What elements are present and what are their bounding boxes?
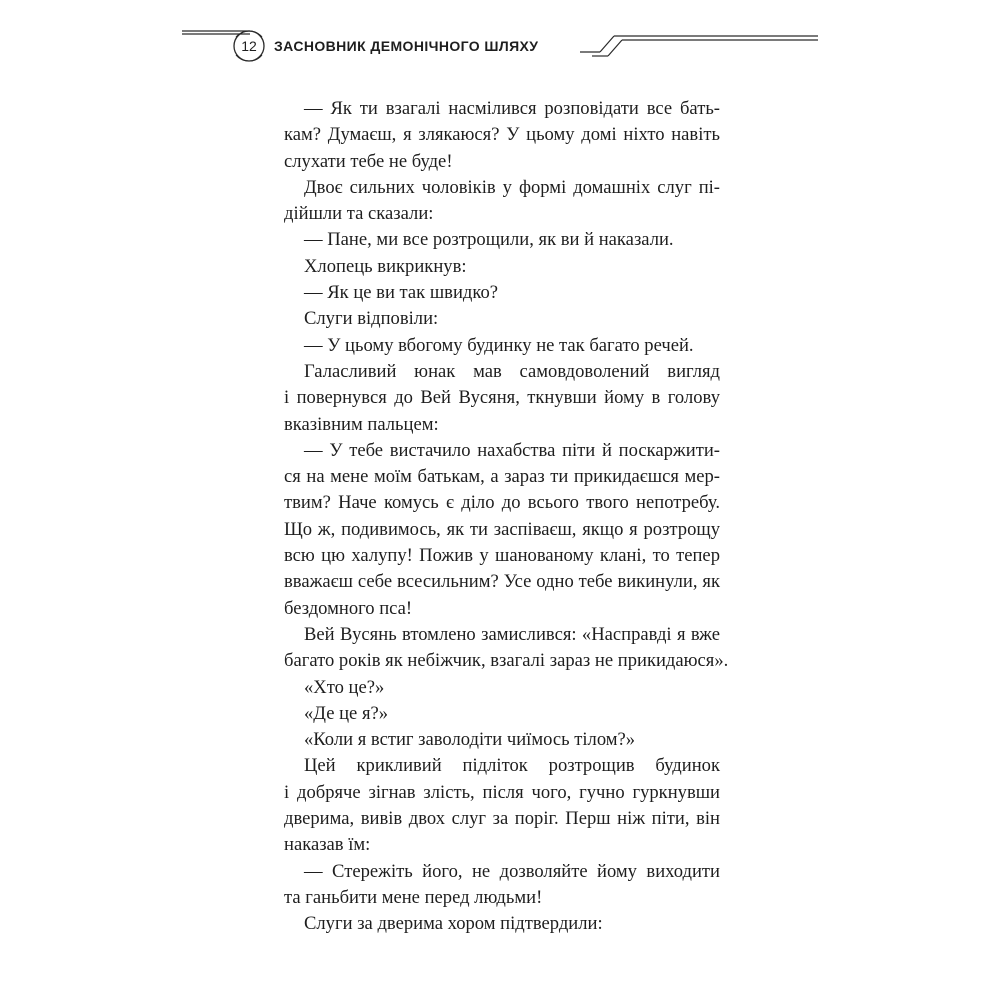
text-line: Цей крикливий підліток розтрощив будинок [304, 755, 720, 777]
text-line: — Як це ви так швидко? [304, 282, 498, 304]
body-text [284, 96, 729, 938]
text-line: Галасливий юнак мав самовдоволений вигляд [304, 360, 720, 382]
text-line: Вей Вусянь втомлено замислився: «Насправді я вже [304, 623, 720, 645]
text-line: ся на мене моїм батькам, а зараз ти прикидаєшся мер- [284, 466, 720, 488]
running-header [0, 0, 1000, 70]
text-line: і добряче зігнав злість, після чого, гучно гуркнувши [284, 781, 720, 803]
text-line: «Де це я?» [304, 702, 389, 724]
text-line: всю цю халупу! Пожив у шанованому клані, то тепер [284, 545, 720, 567]
text-line: — Стережіть його, не дозволяйте йому виходити [304, 860, 720, 882]
text-line: наказав їм: [284, 834, 371, 856]
running-title: ЗАСНОВНИК ДЕМОНІЧНОГО ШЛЯХУ [274, 38, 539, 54]
page-number: 12 [241, 38, 257, 54]
text-line: — У цьому вбогому будинку не так багато речей. [304, 334, 694, 356]
text-line: — Як ти взагалі насмілився розповідати все бать- [304, 98, 720, 119]
text-line: «Коли я встиг заволодіти чиїмось тілом?» [304, 729, 636, 751]
text-line: та ганьбити мене перед людьми! [284, 886, 543, 908]
text-line: — У тебе вистачило нахабства піти й поскаржити- [304, 439, 720, 461]
text-line: Слуги відповіли: [304, 308, 439, 330]
text-line: дійшли та сказали: [284, 203, 434, 225]
text-line: вказівним пальцем: [284, 413, 439, 435]
text-line: багато років як небіжчик, взагалі зараз не прикидаюся». [284, 650, 729, 672]
text-line: вважаєш себе всесильним? Усе одно тебе викинули, як [284, 571, 720, 593]
text-line: твим? Наче комусь є діло до всього твого непотребу. [284, 492, 720, 514]
text-line: і повернувся до Вей Вусяня, ткнувши йому в голову [284, 387, 720, 409]
text-line: кам? Думаєш, я злякаюся? У цьому домі ніхто навіть [284, 124, 720, 146]
text-line: Що ж, подивимось, як ти заспіваєш, якщо я розтрощу [284, 518, 720, 540]
text-line: бездомного пса! [284, 597, 413, 619]
text-line: «Хто це?» [304, 676, 385, 698]
text-line: Хлопець викрикнув: [304, 255, 467, 277]
text-line: Двоє сильних чоловіків у формі домашніх слуг пі- [304, 176, 720, 198]
text-line: дверима, вивів двох слуг за поріг. Перш ніж піти, він [284, 808, 720, 830]
text-line: — Пане, ми все розтрощили, як ви й наказали. [304, 229, 674, 251]
text-line: слухати тебе не буде! [284, 150, 453, 172]
text-line: Слуги за дверима хором підтвердили: [304, 913, 603, 935]
